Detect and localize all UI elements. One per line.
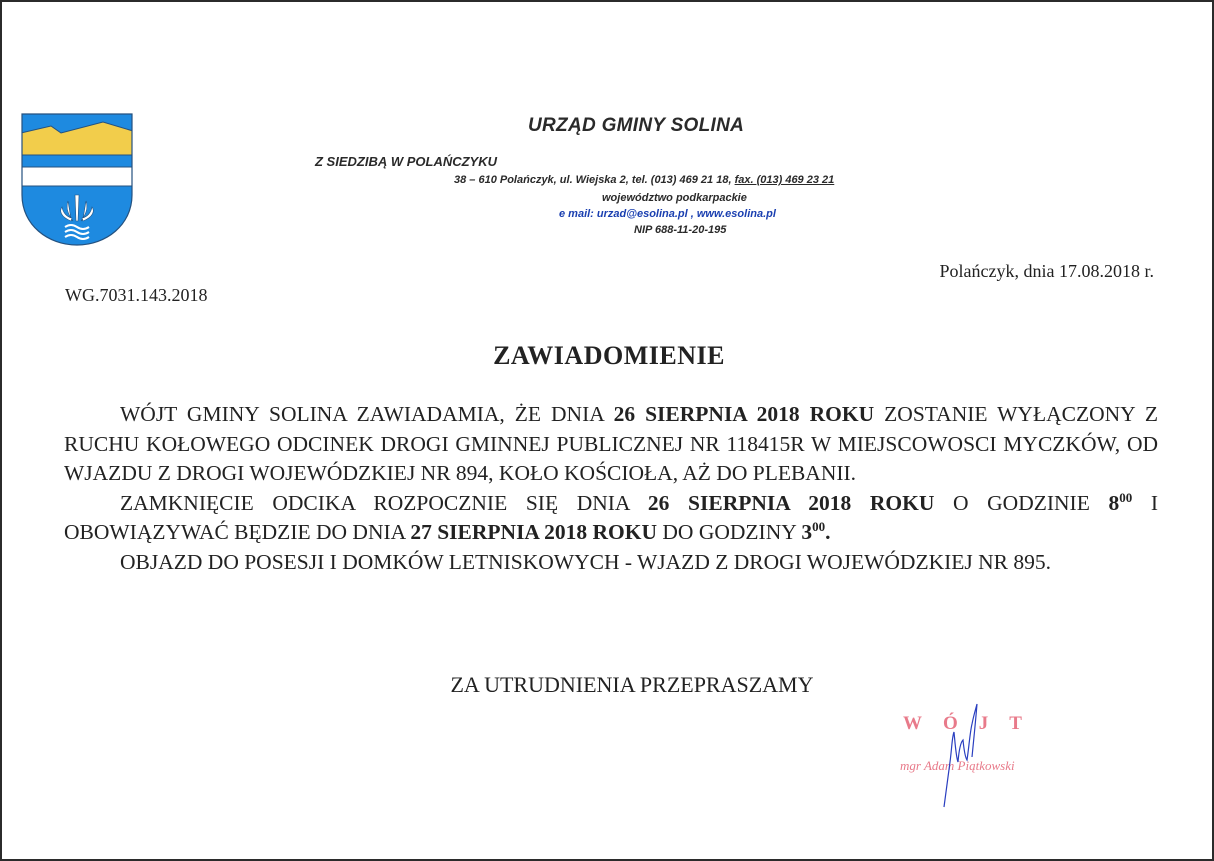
- start-hour: 8: [1108, 490, 1120, 515]
- office-seat: Z SIEDZIBĄ W POLAŃCZYKU: [315, 154, 497, 169]
- start-minutes: 00: [1119, 489, 1133, 505]
- p2-text: ZAMKNIĘCIE ODCIKA ROZPOCZNIE SIĘ DNIA: [120, 490, 648, 515]
- place-date: Polańczyk, dnia 17.08.2018 r.: [939, 261, 1154, 281]
- office-contact-links[interactable]: e mail: urzad@esolina.pl , www.esolina.pl: [559, 208, 776, 220]
- closure-start-date-2: 26 SIERPNIA 2018 ROKU: [647, 490, 935, 515]
- notice-paragraph-2: [64, 489, 1158, 548]
- stamp-name: mgr Adam Piątkowski: [900, 758, 1015, 773]
- notice-heading: ZAWIADOMIENIE: [493, 341, 725, 370]
- start-time: [1108, 491, 1132, 515]
- reference-number: WG.7031.143.2018: [65, 285, 208, 305]
- closure-start-date: 26 SIERPNIA 2018 ROKU: [613, 402, 875, 426]
- p1-text: WÓJT GMINY SOLINA ZAWIADAMIA, ŻE DNIA: [120, 402, 614, 426]
- notice-body: [64, 400, 1158, 577]
- closure-end-date: 27 SIERPNIA 2018 ROKU: [410, 520, 658, 544]
- handwritten-signature-icon: [932, 702, 992, 812]
- p2-text-d: DO GODZINY: [657, 520, 802, 544]
- stamp-title: WÓJT: [903, 713, 1043, 734]
- p1-text-cont: ZOSTANIE WYŁĄCZONY Z RUCHU KOŁOWEGO ODCINEK DROGI GMINNEJ PUBLICZNEJ NR 118415R W MIEJSCOWOSCI MYCZKÓW, OD WJAZDU Z DROGI WOJEWÓDZKIEJ NR 894, KOŁO KOŚCIOŁA, AŻ DO PLEBANII.: [64, 402, 1159, 485]
- end-minutes: 00: [812, 519, 826, 534]
- notice-paragraph-3: OBJAZD DO POSESJI I DOMKÓW LETNISKOWYCH - WJAZD Z DROGI WOJEWÓDZKIEJ NR 895.: [120, 549, 1052, 574]
- address-text: 38 – 610 Polańczyk, ul. Wiejska 2, tel. (013) 469 21 18,: [454, 174, 735, 186]
- apology-line: ZA UTRUDNIENIA PRZEPRASZAMY: [450, 672, 814, 697]
- office-nip: NIP 688-11-20-195: [634, 224, 727, 236]
- end-time: [801, 520, 830, 544]
- office-region: województwo podkarpackie: [602, 192, 747, 204]
- notice-paragraph-1: [64, 400, 1158, 489]
- p2-text-c: I OBOWIĄZYWAĆ BĘDZIE DO DNIA: [64, 490, 1159, 544]
- office-address: [454, 174, 834, 186]
- coat-of-arms-icon: [21, 113, 133, 246]
- p2-text-b: O GODZINIE: [934, 490, 1109, 515]
- fax-number: fax. (013) 469 23 21: [734, 174, 835, 186]
- p2-period: .: [825, 520, 831, 544]
- end-hour: 3: [801, 520, 813, 544]
- office-name: URZĄD GMINY SOLINA: [528, 115, 745, 136]
